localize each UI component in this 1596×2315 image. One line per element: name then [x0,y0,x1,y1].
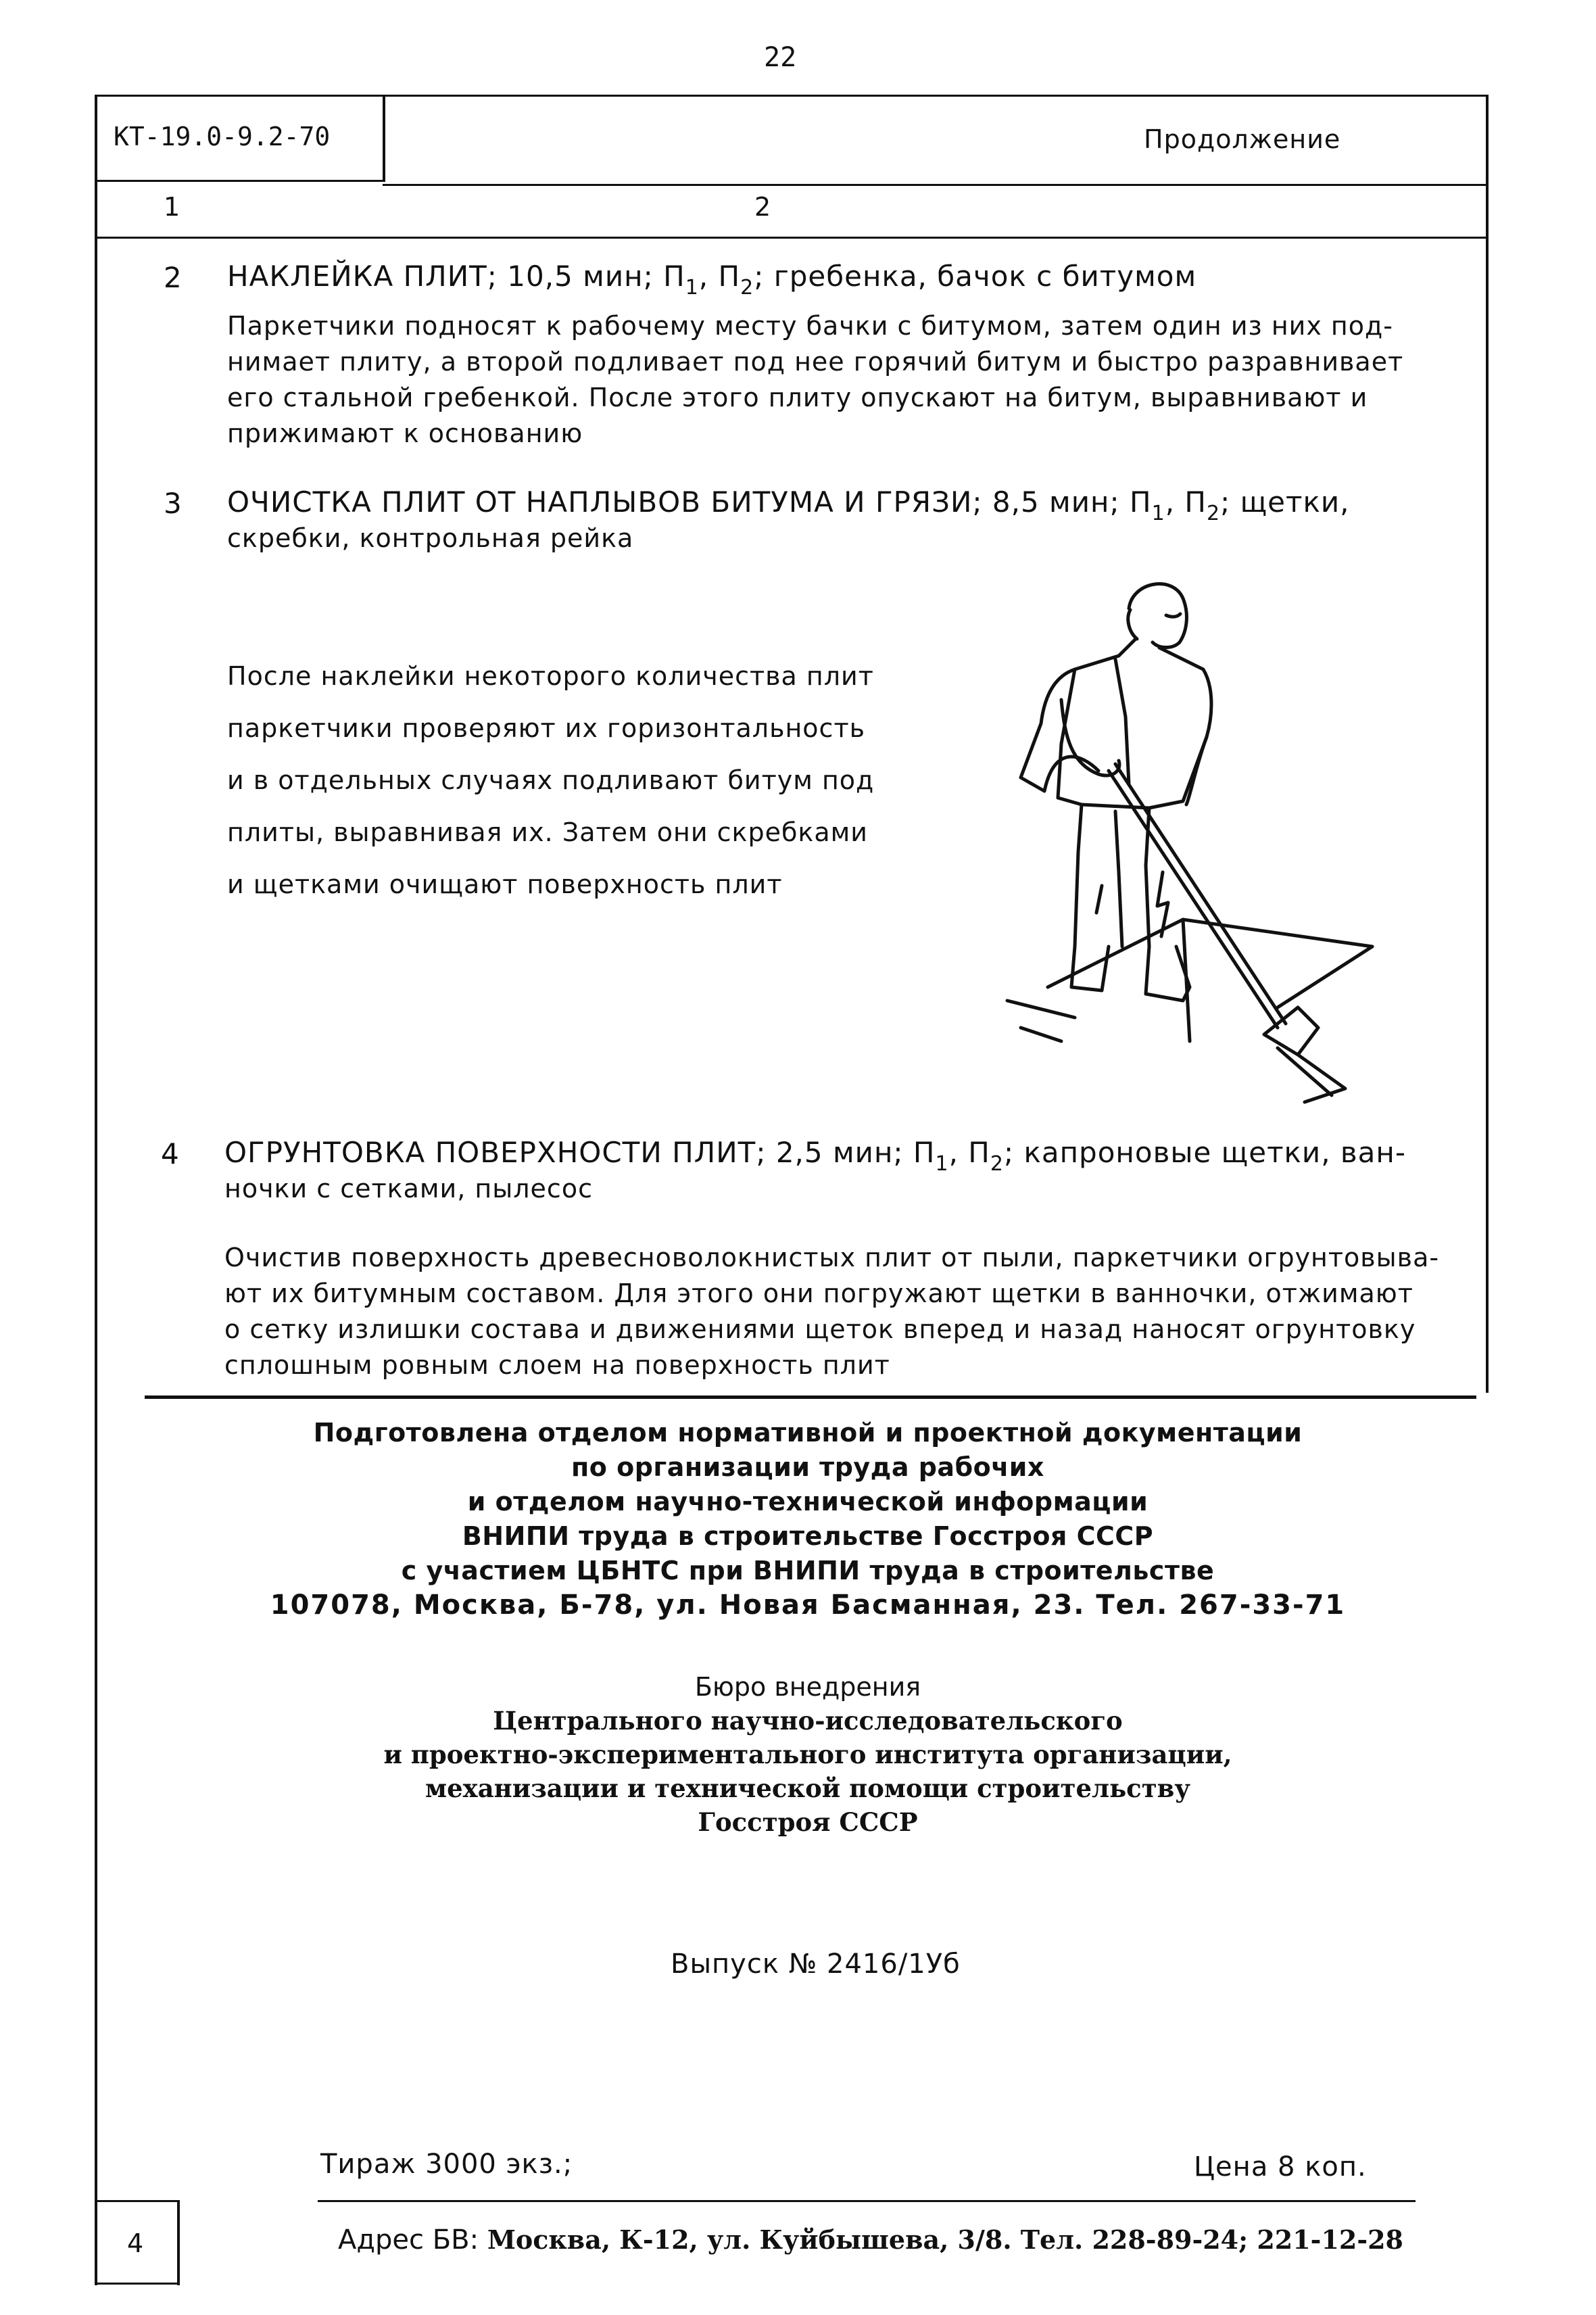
corner-box-top [95,2200,180,2202]
item-3-sub2: 2 [1206,502,1221,525]
colophon-separator [145,1395,1476,1399]
caption-line: и щетками очищают поверхность плит [227,869,783,899]
item-3-title [227,485,1349,525]
code-box-bottom [95,180,385,182]
address-rule [318,2200,1416,2202]
item-3-sub1: 1 [1151,502,1165,525]
bureau-title: Бюро внедрения [694,1672,921,1702]
address-label: Адрес БВ: [338,2224,479,2256]
item-3-number: 3 [164,487,182,520]
document-code: КТ-19.0-9.2-70 [114,122,331,151]
column-1-header: 1 [164,192,180,222]
corner-box-bottom [95,2283,180,2285]
colophon [135,1416,1480,1623]
bureau-line: Центрального научно-исследовательского [493,1706,1123,1736]
colophon-line: с участием ЦБНТС при ВНИПИ труда в строительстве [401,1556,1215,1585]
caption-line: После наклейки некоторого количества плит [227,661,874,691]
item-3-tail: ; щетки, [1220,485,1350,519]
item-4-sep: , П [948,1136,990,1169]
item-2-number: 2 [164,261,182,294]
continuation-label: Продолжение [1144,124,1341,154]
colophon-line: 107078, Москва, Б-78, ул. Новая Басманная, 23. Тел. 267-33-71 [270,1590,1346,1621]
bureau-line: Госстроя СССР [698,1807,918,1837]
corner-box-right [177,2200,180,2285]
worker-illustration [980,568,1413,1122]
colophon-line: ВНИПИ труда в строительстве Госстроя СССР [462,1521,1154,1551]
item-2-paragraph [227,308,1464,452]
bureau-line: механизации и технической помощи строительству [425,1773,1191,1803]
paragraph-line: прижимают к основанию [227,419,583,448]
bureau-line: и проектно-экспериментального института организации, [383,1740,1232,1769]
item-4-title-line2: ночки с сетками, пылесос [224,1174,593,1203]
paragraph-line: нимает плиту, а второй подливает под нее горячий битум и быстро разравнивает [227,347,1404,377]
item-2-sep: , П [698,260,741,293]
item-2-title [227,260,1196,300]
item-3-title-line2: скребки, контрольная рейка [227,523,634,553]
column-2-header: 2 [754,192,771,222]
paragraph-line: его стальной гребенкой. После этого плиту опускают на битум, выравнивают и [227,383,1368,412]
caption-line: паркетчики проверяют их горизонтальность [227,713,865,743]
item-2-title-text: НАКЛЕЙКА ПЛИТ; 10,5 мин; П [227,260,685,293]
paragraph-line: сплошным ровным слоем на поверхность плит [224,1350,890,1380]
frame-left-line [95,95,97,2285]
bureau-block [135,1670,1480,1839]
item-4-title-text: ОГРУНТОВКА ПОВЕРХНОСТИ ПЛИТ; 2,5 мин; П [224,1136,936,1169]
paragraph-line: о сетку излишки состава и движениями щеток вперед и назад наносят огрунтовку [224,1314,1416,1344]
colophon-line: и отделом научно-технической информации [467,1487,1148,1517]
corner-number: 4 [127,2228,144,2258]
item-2-sub1: 1 [685,276,699,300]
price: Цена 8 коп. [1194,2151,1367,2182]
item-4-sub2: 2 [990,1152,1004,1176]
item-4-number: 4 [161,1137,179,1170]
item-4-title [224,1136,1406,1176]
item-4-tail: ; капроновые щетки, ван- [1003,1136,1407,1169]
item-3-title-text: ОЧИСТКА ПЛИТ ОТ НАПЛЫВОВ БИТУМА И ГРЯЗИ; 8,5 мин; П [227,485,1152,519]
colophon-line: Подготовлена отделом нормативной и проектной документации [313,1418,1303,1448]
caption-line: плиты, выравнивая их. Затем они скребками [227,817,868,847]
colophon-line: по организации труда рабочих [571,1452,1044,1482]
frame-right-line [1486,95,1489,1393]
caption-line: и в отдельных случаях подливают битум под [227,765,875,795]
page-number: 22 [764,42,797,73]
address-line [338,2224,1403,2256]
issue-number: Выпуск № 2416/1Уб [671,1949,961,1980]
paragraph-line: Очистив поверхность древесноволокнистых плит от пыли, паркетчики огрунтовыва- [224,1243,1440,1272]
item-2-sub2: 2 [740,276,754,300]
code-box-divider [383,95,385,181]
item-3-caption [227,650,874,911]
frame-top-line [95,95,1489,97]
paragraph-line: Паркетчики подносят к рабочему месту бачки с битумом, затем один из них под- [227,311,1394,341]
address-text: Москва, К-12, ул. Куйбышева, 3/8. Тел. 228-89-24; 221-12-28 [487,2224,1403,2255]
header-rule [383,184,1489,186]
item-4-sub1: 1 [935,1152,949,1176]
item-3-sep: , П [1165,485,1207,519]
print-run: Тираж 3000 экз.; [320,2149,573,2180]
item-2-tail: ; гребенка, бачок с битумом [754,260,1197,293]
column-header-rule [95,237,1489,239]
item-4-paragraph [224,1240,1482,1383]
paragraph-line: ют их битумным составом. Для этого они погружают щетки в ванночки, отжимают [224,1279,1413,1308]
